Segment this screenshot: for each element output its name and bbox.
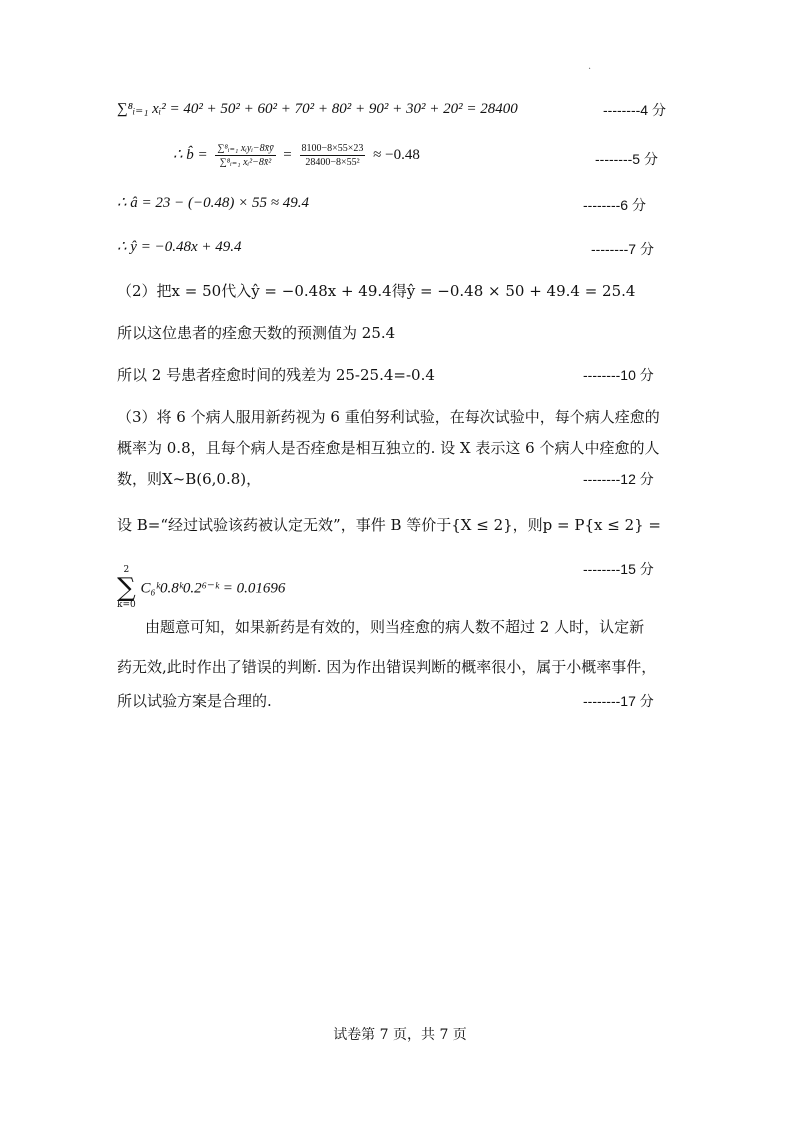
line-binomial: 数，则X~B(6,0.8)， xyxy=(117,470,262,488)
sum-lower-limit: k=0 xyxy=(117,600,136,610)
b-hat-value-denominator: 28400−8×55² xyxy=(305,157,360,168)
line-part2-substitution: （2）把x = 50代入ŷ = −0.48x + 49.4得ŷ = −0.48 × 50 + 49.4 = 25.4 xyxy=(117,282,636,300)
b-hat-lhs: ∴ b̂ = xyxy=(173,146,208,163)
score-15: --------15 分 xyxy=(583,561,654,577)
line-residual: 所以 2 号患者痊愈时间的残差为 25-25.4=-0.4 xyxy=(117,366,435,384)
line-conclusion-2: 药无效,此时作出了错误的判断. 因为作出错误判断的概率很小，属于小概率事件， xyxy=(117,658,657,676)
b-hat-formula-fraction xyxy=(215,143,275,168)
corner-mark: · xyxy=(588,64,592,75)
b-hat-formula-numerator: ∑⁸ᵢ₌₁ xᵢyᵢ−8x̄ȳ xyxy=(217,143,274,154)
score-6: --------6 分 xyxy=(583,197,646,213)
line-summation xyxy=(117,566,285,610)
line-conclusion-3: 所以试验方案是合理的. xyxy=(117,692,272,710)
b-hat-result: ≈ −0.48 xyxy=(373,146,420,163)
summation-symbol: 2 ∑ k=0 xyxy=(117,565,136,610)
b-hat-formula-denominator: ∑⁸ᵢ₌₁ xᵢ²−8x̄² xyxy=(219,157,272,168)
summation-expression: C₆ᵏ0.8ᵏ0.2⁶⁻ᵏ = 0.01696 xyxy=(140,580,286,597)
line-event-b: 设 B=“经过试验该药被认定无效”，事件 B 等价于{X ≤ 2}，则p = P{x ≤ 2} = xyxy=(117,516,662,534)
b-hat-value-numerator: 8100−8×55×23 xyxy=(301,143,364,154)
line-a-hat: ∴ â = 23 − (−0.48) × 55 ≈ 49.4 xyxy=(117,195,310,211)
score-7: --------7 分 xyxy=(591,241,654,257)
b-hat-value-fraction xyxy=(300,143,366,168)
line-prediction: 所以这位患者的痊愈天数的预测值为 25.4 xyxy=(117,324,396,342)
score-17: --------17 分 xyxy=(583,693,654,709)
score-10: --------10 分 xyxy=(583,367,654,383)
line-b-hat: ∴ b̂ = $\frac{\text{∑⁸ᵢ₌₁ xᵢyᵢ−8x̄ȳ}}{\text{∑⁸ᵢ₌₁ xᵢ²−8x̄²}}$ = $\frac{8100-8\times 55\times 23}{\text{28400−8×55²}}$ ≈ −0.48 xyxy=(173,143,420,168)
page-footer: 试卷第 7 页，共 7 页 xyxy=(333,1027,467,1043)
score-5: --------5 分 xyxy=(595,151,658,167)
sum-upper-limit: 2 xyxy=(123,565,130,575)
line-probability: 概率为 0.8，且每个病人是否痊愈是相互独立的. 设 X 表示这 6 个病人中痊愈的人 xyxy=(117,439,660,457)
line-sum-of-squares: ∑⁸ᵢ₌₁ xᵢ² = 40² + 50² + 60² + 70² + 80² + 90² + 30² + 20² = 28400 xyxy=(117,101,518,117)
score-4: --------4 分 xyxy=(603,102,666,118)
score-12: --------12 分 xyxy=(583,471,654,487)
line-regression-equation: ∴ ŷ = −0.48x + 49.4 xyxy=(117,239,242,255)
line-part3-intro: （3）将 6 个病人服用新药视为 6 重伯努利试验，在每次试验中，每个病人痊愈的 xyxy=(117,408,660,426)
line-conclusion-1: 由题意可知，如果新药是有效的，则当痊愈的病人数不超过 2 人时，认定新 xyxy=(145,618,645,636)
